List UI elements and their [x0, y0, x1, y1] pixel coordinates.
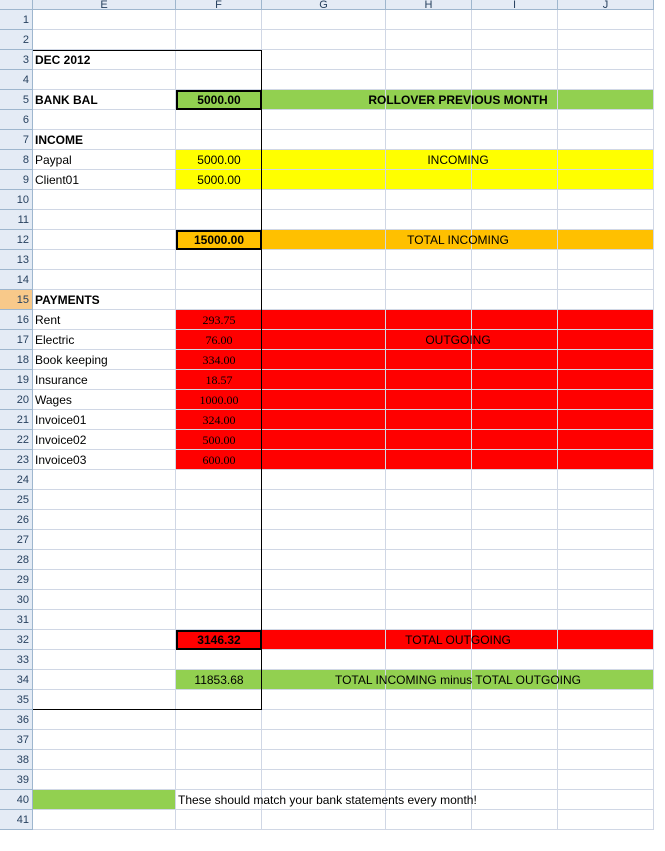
row-header-33[interactable]: 33 [0, 650, 33, 670]
cell[interactable] [472, 370, 558, 390]
cell[interactable] [176, 110, 262, 130]
cell[interactable] [386, 210, 472, 230]
cell[interactable] [33, 810, 176, 830]
cell[interactable] [262, 730, 386, 750]
cell[interactable] [558, 470, 654, 490]
incoming-label: INCOMING [427, 153, 489, 167]
cell[interactable] [386, 690, 472, 710]
cell[interactable] [558, 690, 654, 710]
cell[interactable] [262, 390, 386, 410]
cell[interactable] [176, 590, 262, 610]
cell[interactable] [386, 170, 472, 190]
cell[interactable] [176, 10, 262, 30]
cell[interactable] [176, 550, 262, 570]
cell[interactable] [472, 530, 558, 550]
cell[interactable] [262, 410, 386, 430]
cell[interactable] [176, 770, 262, 790]
cell[interactable] [472, 570, 558, 590]
row-header-11[interactable]: 11 [0, 210, 33, 230]
cell[interactable] [558, 610, 654, 630]
cell[interactable] [262, 570, 386, 590]
net-label: TOTAL INCOMING minus TOTAL OUTGOING [334, 673, 582, 687]
bank-bal-label[interactable]: BANK BAL [35, 93, 98, 107]
cell[interactable] [33, 630, 176, 650]
column-header-g[interactable]: G [262, 0, 386, 10]
cell[interactable] [33, 70, 176, 90]
cell[interactable] [558, 210, 654, 230]
cell[interactable] [558, 290, 654, 310]
total-outgoing-border [176, 630, 262, 650]
cell[interactable] [33, 750, 176, 770]
row-header-5[interactable]: 5 [0, 90, 33, 110]
row-header-23[interactable]: 23 [0, 450, 33, 470]
cell[interactable] [33, 610, 176, 630]
cell[interactable] [386, 110, 472, 130]
cell[interactable] [472, 490, 558, 510]
column-header-f[interactable]: F [176, 0, 262, 10]
cell[interactable] [386, 250, 472, 270]
cell[interactable] [386, 570, 472, 590]
cell[interactable] [558, 530, 654, 550]
cell[interactable] [176, 210, 262, 230]
cell[interactable] [558, 810, 654, 830]
cell[interactable] [33, 530, 176, 550]
payment-amount[interactable]: 324.00 [202, 412, 236, 427]
row-header-41[interactable]: 41 [0, 810, 33, 830]
total-outgoing-label: TOTAL OUTGOING [405, 633, 511, 647]
cell[interactable] [472, 110, 558, 130]
table-border-bottom [33, 709, 262, 710]
cell[interactable] [386, 70, 472, 90]
cell[interactable] [262, 170, 386, 190]
payment-amount[interactable]: 500.00 [202, 432, 236, 447]
cell[interactable] [472, 450, 558, 470]
income-item-name[interactable]: Client01 [35, 173, 80, 187]
cell[interactable] [472, 770, 558, 790]
sheet-title[interactable]: DEC 2012 [35, 53, 91, 67]
cell[interactable] [176, 490, 262, 510]
row-header-19[interactable]: 19 [0, 370, 33, 390]
cell[interactable] [558, 490, 654, 510]
cell[interactable] [386, 710, 472, 730]
cell[interactable] [386, 430, 472, 450]
row-header-2[interactable]: 2 [0, 30, 33, 50]
cell[interactable] [262, 550, 386, 570]
cell[interactable] [472, 810, 558, 830]
cell[interactable] [472, 350, 558, 370]
cell[interactable] [176, 250, 262, 270]
cell[interactable] [176, 690, 262, 710]
cell[interactable] [386, 290, 472, 310]
cell[interactable] [386, 470, 472, 490]
cell[interactable] [386, 510, 472, 530]
cell[interactable] [472, 550, 558, 570]
cell[interactable] [176, 270, 262, 290]
cell[interactable] [176, 750, 262, 770]
row-header-15[interactable]: 15 [0, 290, 33, 310]
cell[interactable] [558, 190, 654, 210]
cell[interactable] [262, 210, 386, 230]
row-header-18[interactable]: 18 [0, 350, 33, 370]
row-header-13[interactable]: 13 [0, 250, 33, 270]
cell[interactable] [386, 650, 472, 670]
income-item-amount[interactable]: 5000.00 [197, 153, 241, 167]
row-header-12[interactable]: 12 [0, 230, 33, 250]
row-header-25[interactable]: 25 [0, 490, 33, 510]
cell[interactable] [262, 370, 386, 390]
select-all-corner[interactable] [0, 0, 33, 10]
cell[interactable] [558, 390, 654, 410]
cell[interactable] [472, 650, 558, 670]
cell[interactable] [262, 810, 386, 830]
cell[interactable] [386, 770, 472, 790]
cell[interactable] [176, 50, 262, 70]
cell[interactable] [176, 190, 262, 210]
cell[interactable] [472, 130, 558, 150]
cell[interactable] [33, 250, 176, 270]
cell[interactable] [176, 510, 262, 530]
row-header-28[interactable]: 28 [0, 550, 33, 570]
cell[interactable] [386, 190, 472, 210]
cell[interactable] [386, 50, 472, 70]
cell[interactable] [386, 390, 472, 410]
cell[interactable] [33, 490, 176, 510]
payment-name[interactable]: Electric [35, 333, 75, 347]
cell[interactable] [386, 610, 472, 630]
cell[interactable] [262, 590, 386, 610]
row-header-26[interactable]: 26 [0, 510, 33, 530]
payment-name[interactable]: Invoice02 [35, 433, 87, 447]
cell[interactable] [472, 70, 558, 90]
cell[interactable] [558, 710, 654, 730]
income-label[interactable]: INCOME [35, 133, 83, 147]
cell[interactable] [33, 270, 176, 290]
row-header-34[interactable]: 34 [0, 670, 33, 690]
cell[interactable] [176, 710, 262, 730]
row-header-35[interactable]: 35 [0, 690, 33, 710]
cell[interactable] [262, 710, 386, 730]
cell[interactable] [262, 770, 386, 790]
cell[interactable] [386, 450, 472, 470]
cell[interactable] [472, 710, 558, 730]
row-header-20[interactable]: 20 [0, 390, 33, 410]
cell[interactable] [472, 470, 558, 490]
cell[interactable] [386, 750, 472, 770]
cell[interactable] [558, 550, 654, 570]
cell[interactable] [33, 790, 176, 810]
bank-bal-border [176, 90, 262, 110]
cell[interactable] [472, 170, 558, 190]
cell[interactable] [386, 590, 472, 610]
cell[interactable] [558, 30, 654, 50]
cell[interactable] [386, 730, 472, 750]
cell[interactable] [472, 290, 558, 310]
cell[interactable] [262, 250, 386, 270]
cell[interactable] [33, 590, 176, 610]
cell[interactable] [558, 430, 654, 450]
cell[interactable] [262, 270, 386, 290]
total-incoming-value[interactable]: 15000.00 [193, 233, 245, 247]
cell[interactable] [33, 190, 176, 210]
cell[interactable] [33, 110, 176, 130]
row-header-7[interactable]: 7 [0, 130, 33, 150]
cell[interactable] [558, 750, 654, 770]
row-header-17[interactable]: 17 [0, 330, 33, 350]
cell[interactable] [262, 470, 386, 490]
cell[interactable] [262, 490, 386, 510]
cell[interactable] [558, 110, 654, 130]
row-header-32[interactable]: 32 [0, 630, 33, 650]
row-header-4[interactable]: 4 [0, 70, 33, 90]
cell[interactable] [472, 590, 558, 610]
cell[interactable] [558, 510, 654, 530]
cell[interactable] [558, 650, 654, 670]
cell[interactable] [472, 310, 558, 330]
table-border-top [33, 50, 262, 51]
cell[interactable] [558, 70, 654, 90]
cell[interactable] [386, 270, 472, 290]
cell[interactable] [262, 690, 386, 710]
cell[interactable] [262, 130, 386, 150]
payment-amount[interactable]: 1000.00 [199, 392, 239, 407]
row-header-8[interactable]: 8 [0, 150, 33, 170]
cell[interactable] [558, 170, 654, 190]
cell[interactable] [262, 190, 386, 210]
cell[interactable] [33, 690, 176, 710]
row-header-40[interactable]: 40 [0, 790, 33, 810]
payment-amount[interactable]: 334.00 [202, 352, 236, 367]
income-item-amount[interactable]: 5000.00 [197, 173, 241, 187]
cell[interactable] [472, 690, 558, 710]
income-item-name[interactable]: Paypal [35, 153, 72, 167]
cell[interactable] [472, 610, 558, 630]
cell[interactable] [558, 770, 654, 790]
table-border-right [261, 50, 262, 710]
cell[interactable] [33, 770, 176, 790]
row-header-29[interactable]: 29 [0, 570, 33, 590]
row-header-3[interactable]: 3 [0, 50, 33, 70]
payments-label[interactable]: PAYMENTS [35, 293, 100, 307]
row-header-39[interactable]: 39 [0, 770, 33, 790]
cell[interactable] [33, 710, 176, 730]
row-header-38[interactable]: 38 [0, 750, 33, 770]
payment-amount[interactable]: 600.00 [202, 452, 236, 467]
cell[interactable] [262, 110, 386, 130]
cell[interactable] [386, 310, 472, 330]
bank-bal-value[interactable]: 5000.00 [197, 93, 241, 107]
cell[interactable] [176, 70, 262, 90]
cell[interactable] [558, 50, 654, 70]
cell[interactable] [386, 550, 472, 570]
cell[interactable] [558, 270, 654, 290]
footnote-text: These should match your bank statements every month! [178, 793, 477, 807]
cell[interactable] [472, 390, 558, 410]
cell[interactable] [33, 510, 176, 530]
row-header-31[interactable]: 31 [0, 610, 33, 630]
outgoing-label: OUTGOING [425, 333, 491, 347]
cell[interactable] [558, 10, 654, 30]
cell[interactable] [262, 430, 386, 450]
cell[interactable] [386, 410, 472, 430]
cell[interactable] [472, 750, 558, 770]
column-header-j[interactable]: J [558, 0, 654, 10]
total-outgoing-value[interactable]: 3146.32 [197, 633, 241, 647]
payment-amount[interactable]: 76.00 [205, 332, 233, 347]
payment-name[interactable]: Wages [35, 393, 72, 407]
cell[interactable] [472, 270, 558, 290]
net-value[interactable]: 11853.68 [194, 673, 244, 687]
cell[interactable] [33, 30, 176, 50]
column-header-h[interactable]: H [386, 0, 472, 10]
row-header-6[interactable]: 6 [0, 110, 33, 130]
cell[interactable] [262, 30, 386, 50]
cell[interactable] [558, 730, 654, 750]
row-header-9[interactable]: 9 [0, 170, 33, 190]
cell[interactable] [472, 190, 558, 210]
cell[interactable] [472, 730, 558, 750]
cell[interactable] [262, 50, 386, 70]
cell[interactable] [33, 210, 176, 230]
cell[interactable] [33, 550, 176, 570]
cell[interactable] [262, 290, 386, 310]
cell[interactable] [176, 570, 262, 590]
column-header-i[interactable]: I [472, 0, 558, 10]
cell[interactable] [386, 10, 472, 30]
row-header-22[interactable]: 22 [0, 430, 33, 450]
cell[interactable] [262, 70, 386, 90]
cell[interactable] [472, 410, 558, 430]
cell[interactable] [386, 810, 472, 830]
row-header-27[interactable]: 27 [0, 530, 33, 550]
cell[interactable] [33, 470, 176, 490]
cell[interactable] [558, 250, 654, 270]
cell[interactable] [262, 750, 386, 770]
row-header-37[interactable]: 37 [0, 730, 33, 750]
cell[interactable] [472, 50, 558, 70]
cell[interactable] [176, 30, 262, 50]
cell[interactable] [386, 130, 472, 150]
total-incoming-border [176, 230, 262, 250]
column-header-e[interactable]: E [33, 0, 176, 10]
cell[interactable] [558, 350, 654, 370]
cell[interactable] [262, 310, 386, 330]
cell[interactable] [176, 730, 262, 750]
cell[interactable] [558, 590, 654, 610]
cell[interactable] [386, 530, 472, 550]
cell[interactable] [33, 230, 176, 250]
payment-name[interactable]: Rent [35, 313, 61, 327]
cell[interactable] [33, 10, 176, 30]
row-header-36[interactable]: 36 [0, 710, 33, 730]
cell[interactable] [262, 530, 386, 550]
cell[interactable] [33, 570, 176, 590]
cell[interactable] [262, 610, 386, 630]
cell[interactable] [176, 130, 262, 150]
cell[interactable] [472, 10, 558, 30]
payment-amount[interactable]: 293.75 [202, 312, 236, 327]
cell[interactable] [176, 470, 262, 490]
cell[interactable] [472, 30, 558, 50]
cell[interactable] [176, 810, 262, 830]
cell[interactable] [33, 670, 176, 690]
row-header-30[interactable]: 30 [0, 590, 33, 610]
cell[interactable] [262, 650, 386, 670]
cell[interactable] [558, 310, 654, 330]
cell[interactable] [472, 250, 558, 270]
rollover-label: ROLLOVER PREVIOUS MONTH [368, 93, 548, 107]
payment-name[interactable]: Book keeping [35, 353, 108, 367]
cell[interactable] [262, 450, 386, 470]
payment-name[interactable]: Invoice03 [35, 453, 87, 467]
row-header-24[interactable]: 24 [0, 470, 33, 490]
cell[interactable] [558, 130, 654, 150]
cell[interactable] [472, 430, 558, 450]
cell[interactable] [472, 210, 558, 230]
row-header-16[interactable]: 16 [0, 310, 33, 330]
cell[interactable] [558, 450, 654, 470]
cell[interactable] [558, 370, 654, 390]
row-header-14[interactable]: 14 [0, 270, 33, 290]
cell[interactable] [33, 730, 176, 750]
cell[interactable] [176, 530, 262, 550]
cell[interactable] [33, 650, 176, 670]
cell[interactable] [386, 350, 472, 370]
payment-name[interactable]: Invoice01 [35, 413, 87, 427]
row-header-21[interactable]: 21 [0, 410, 33, 430]
cell[interactable] [386, 370, 472, 390]
payment-amount[interactable]: 18.57 [205, 372, 233, 387]
cell[interactable] [386, 30, 472, 50]
row-header-1[interactable]: 1 [0, 10, 33, 30]
cell[interactable] [262, 510, 386, 530]
cell[interactable] [262, 350, 386, 370]
cell[interactable] [176, 290, 262, 310]
cell[interactable] [558, 570, 654, 590]
cell[interactable] [472, 510, 558, 530]
cell[interactable] [262, 10, 386, 30]
total-incoming-label: TOTAL INCOMING [407, 233, 509, 247]
cell[interactable] [176, 650, 262, 670]
cell[interactable] [386, 490, 472, 510]
cell[interactable] [176, 610, 262, 630]
row-header-10[interactable]: 10 [0, 190, 33, 210]
cell[interactable] [558, 410, 654, 430]
payment-name[interactable]: Insurance [35, 373, 88, 387]
